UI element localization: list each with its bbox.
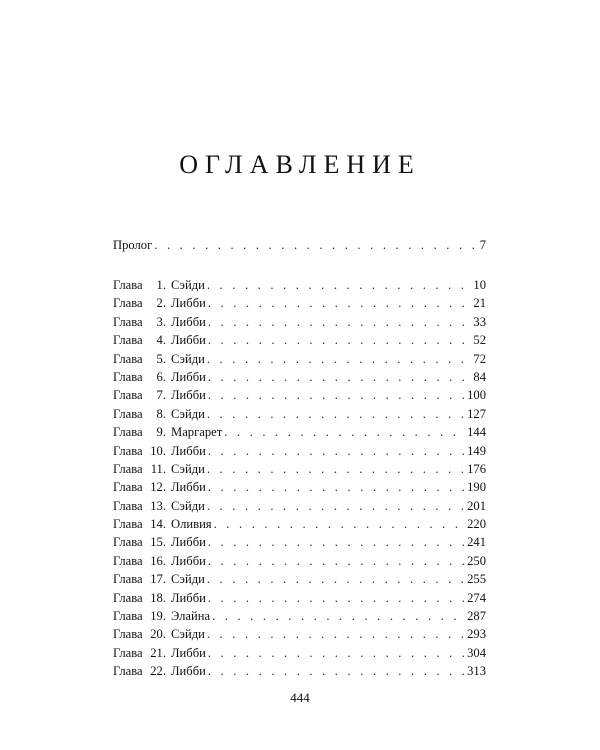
chapter-word: Глава [113,609,143,624]
toc-entry-prologue[interactable] [113,236,486,254]
chapter-word: Глава [113,406,143,421]
toc-entry[interactable] [113,570,486,588]
dot-leader [208,478,465,496]
dot-leader [224,423,465,441]
chapter-name: Элайна [171,609,211,624]
toc-entry[interactable] [113,350,486,368]
chapter-word: Глава [113,572,143,587]
chapter-name: Либби [171,664,206,679]
toc-entry[interactable] [113,405,486,423]
chapter-page-number: 201 [467,498,486,513]
chapter-label [113,515,212,533]
chapter-name: Маргарет [171,425,223,440]
chapter-number: 22. [150,664,166,679]
toc-entry[interactable] [113,331,486,349]
dot-leader [208,386,465,404]
chapter-number: 13. [150,498,166,513]
toc-entry[interactable] [113,644,486,662]
dot-leader [208,313,472,331]
chapter-number: 11. [150,461,166,476]
chapter-number: 2. [156,296,166,311]
chapter-name: Либби [171,333,206,348]
chapter-number: 18. [150,590,166,605]
chapter-name: Сэйди [171,627,205,642]
dot-leader [207,405,465,423]
chapter-label [113,607,210,625]
chapter-word: Глава [113,627,143,642]
chapter-word: Глава [113,461,143,476]
toc-entry[interactable] [113,460,486,478]
dot-leader [208,442,465,460]
dot-leader [207,625,465,643]
chapter-number: 9. [156,425,166,440]
chapter-page-number: 293 [467,627,486,642]
chapter-label [113,589,206,607]
dot-leader [214,515,466,533]
dot-leader [208,644,465,662]
chapter-word: Глава [113,443,143,458]
dot-leader [208,294,472,312]
chapter-label [113,662,206,680]
chapter-name: Либби [171,553,206,568]
chapter-name: Сэйди [171,351,205,366]
prologue-label: Пролог [113,238,153,252]
chapter-label [113,497,205,515]
chapter-name: Либби [171,314,206,329]
chapter-number: 12. [150,480,166,495]
chapter-number: 10. [150,443,166,458]
chapter-page-number: 10 [473,278,486,292]
chapter-number: 3. [156,314,166,329]
chapter-label [113,276,205,294]
chapter-word: Глава [113,278,143,292]
toc-entry[interactable] [113,423,486,441]
prologue-page-number: 7 [479,238,486,252]
chapter-label [113,294,206,312]
chapter-page-number: 241 [467,535,486,550]
chapter-label [113,533,206,551]
toc-entry[interactable] [113,497,486,515]
chapter-word: Глава [113,425,143,440]
chapter-page-number: 304 [467,645,486,660]
chapter-label [113,331,206,349]
chapter-word: Глава [113,314,143,329]
chapter-word: Глава [113,645,143,660]
chapter-label [113,552,206,570]
dot-leader [208,662,465,680]
chapter-label [113,405,205,423]
chapter-number: 20. [150,627,166,642]
chapter-number: 21. [150,645,166,660]
chapter-page-number: 274 [467,590,486,605]
chapter-page-number: 287 [467,609,486,624]
chapter-name: Оливия [171,517,212,532]
chapter-page-number: 250 [467,553,486,568]
dot-leader [207,276,472,294]
toc-entry[interactable] [113,533,486,551]
chapter-label [113,386,206,404]
toc-entry[interactable] [113,276,486,294]
chapter-name: Сэйди [171,406,205,421]
dot-leader [154,236,477,254]
chapter-page-number: 149 [467,443,486,458]
chapter-page-number: 72 [473,351,486,366]
chapter-word: Глава [113,480,143,495]
chapter-number: 5. [156,351,166,366]
dot-leader [207,570,465,588]
toc-prologue [113,236,486,254]
chapter-name: Либби [171,535,206,550]
chapter-page-number: 84 [473,369,486,384]
toc-entry[interactable] [113,386,486,404]
toc-entry[interactable] [113,368,486,386]
toc-entry[interactable] [113,552,486,570]
chapter-page-number: 190 [467,480,486,495]
toc-entry[interactable] [113,625,486,643]
dot-leader [212,607,465,625]
chapter-label [113,570,205,588]
chapter-number: 19. [150,609,166,624]
chapter-label [113,350,205,368]
chapter-name: Сэйди [171,498,205,513]
chapter-name: Либби [171,388,206,403]
chapter-name: Либби [171,590,206,605]
chapter-word: Глава [113,388,143,403]
chapter-label [113,644,206,662]
chapter-word: Глава [113,664,143,679]
chapter-number: 4. [156,333,166,348]
chapter-number: 7. [156,388,166,403]
toc-entry[interactable] [113,515,486,533]
chapter-page-number: 255 [467,572,486,587]
dot-leader [208,368,472,386]
chapter-word: Глава [113,498,143,513]
chapter-page-number: 220 [467,517,486,532]
chapter-page-number: 21 [473,296,486,311]
toc-entry[interactable] [113,442,486,460]
toc-entry[interactable] [113,589,486,607]
chapter-name: Сэйди [171,278,205,292]
chapter-label [113,368,206,386]
chapter-name: Либби [171,296,206,311]
toc-entry[interactable] [113,294,486,312]
chapter-page-number: 144 [467,425,486,440]
page-number: 444 [290,690,310,705]
chapter-page-number: 33 [473,314,486,329]
chapter-page-number: 176 [467,461,486,476]
chapter-page-number: 127 [467,406,486,421]
toc-entry[interactable] [113,662,486,680]
dot-leader [207,460,465,478]
dot-leader [208,589,465,607]
chapter-name: Сэйди [171,572,205,587]
chapter-name: Сэйди [171,461,205,476]
toc-entry[interactable] [113,478,486,496]
chapter-number: 15. [150,535,166,550]
chapter-label [113,478,206,496]
chapter-label [113,460,205,478]
chapter-number: 14. [150,517,166,532]
chapter-page-number: 313 [467,664,486,679]
chapter-label [113,442,206,460]
chapter-word: Глава [113,351,143,366]
toc-chapter-list [113,276,486,681]
chapter-word: Глава [113,590,143,605]
chapter-word: Глава [113,369,143,384]
chapter-number: 16. [150,553,166,568]
chapter-word: Глава [113,333,143,348]
chapter-word: Глава [113,296,143,311]
chapter-label [113,423,222,441]
dot-leader [207,350,472,368]
chapter-number: 8. [156,406,166,421]
chapter-number: 17. [150,572,166,587]
dot-leader [208,533,465,551]
dot-leader [208,552,465,570]
chapter-page-number: 52 [473,333,486,348]
chapter-word: Глава [113,553,143,568]
chapter-name: Либби [171,369,206,384]
chapter-number: 1. [156,278,166,292]
chapter-number: 6. [156,369,166,384]
dot-leader [208,331,472,349]
toc-entry[interactable] [113,607,486,625]
chapter-word: Глава [113,535,143,550]
chapter-name: Либби [171,443,206,458]
chapter-name: Либби [171,645,206,660]
chapter-page-number: 100 [467,388,486,403]
chapter-label [113,625,205,643]
chapter-label [113,313,206,331]
chapter-name: Либби [171,480,206,495]
toc-entry[interactable] [113,313,486,331]
page-title: ОГЛАВЛЕНИЕ [179,150,421,179]
dot-leader [207,497,465,515]
chapter-word: Глава [113,517,143,532]
